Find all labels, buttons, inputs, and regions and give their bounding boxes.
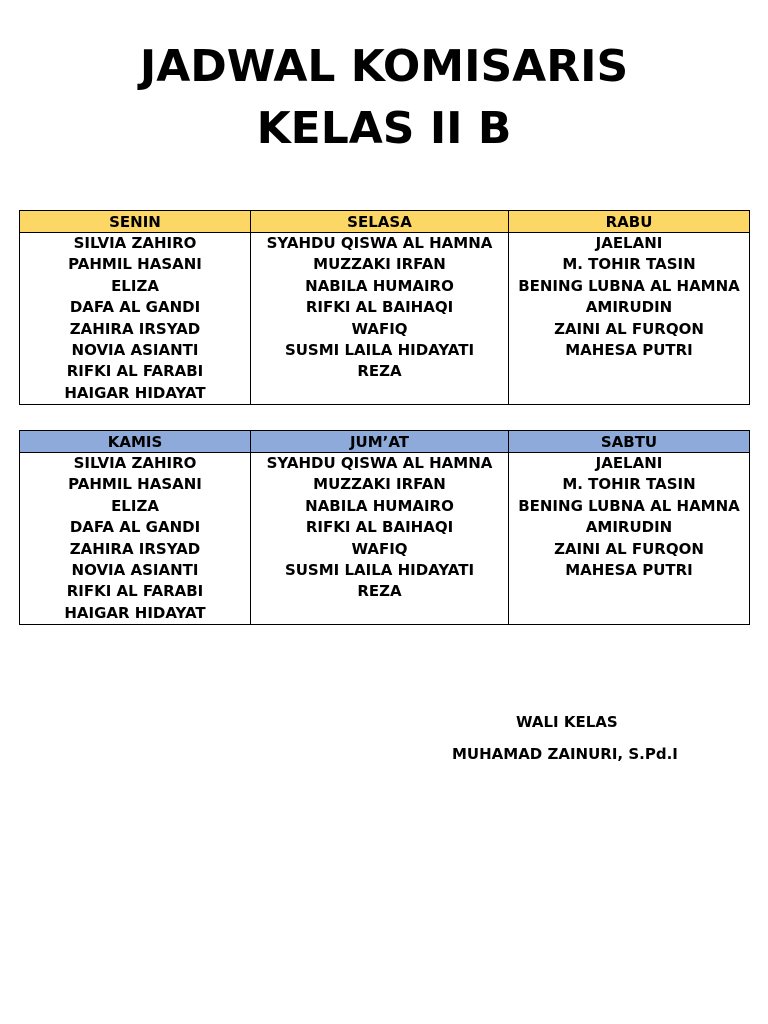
student-name: NOVIA ASIANTI <box>71 560 199 579</box>
student-name: ELIZA <box>111 496 159 515</box>
student-name: RIFKI AL FARABI <box>66 582 204 601</box>
student-name: AMIRUDIN <box>585 518 673 537</box>
student-name: M. TOHIR TASIN <box>562 255 696 274</box>
student-name: ZAHIRA IRSYAD <box>69 539 201 558</box>
student-name: PAHMIL HASANI <box>68 255 202 274</box>
table-body-row <box>20 233 750 405</box>
day-header-selasa: SELASA <box>251 211 509 233</box>
table-body-row <box>20 453 750 625</box>
student-name: HAIGAR HIDAYAT <box>64 383 206 402</box>
student-name: REZA <box>357 582 402 601</box>
day-header-sabtu: SABTU <box>509 431 750 453</box>
student-name: MUZZAKI IRFAN <box>313 255 446 274</box>
name-list-rabu <box>509 233 750 405</box>
student-name: SUSMI LAILA HIDAYATI <box>284 340 475 359</box>
student-name: MAHESA PUTRI <box>565 340 693 359</box>
student-name: WAFIQ <box>351 539 408 558</box>
name-list-senin <box>20 233 251 405</box>
student-name: SILVIA ZAHIRO <box>73 234 197 252</box>
student-name: ELIZA <box>111 276 159 295</box>
student-name: SUSMI LAILA HIDAYATI <box>284 560 475 579</box>
student-name: SYAHDU QISWA AL HAMNA <box>266 234 493 252</box>
student-name: HAIGAR HIDAYAT <box>64 603 206 622</box>
student-name: SILVIA ZAHIRO <box>73 454 197 472</box>
student-name: ZAINI AL FURQON <box>554 319 704 338</box>
document-title <box>0 36 768 160</box>
schedule-table-mon-wed <box>19 210 750 405</box>
student-name: SYAHDU QISWA AL HAMNA <box>266 454 493 472</box>
student-name: DAFA AL GANDI <box>69 298 201 317</box>
student-name: JAELANI <box>595 234 663 252</box>
student-name: MAHESA PUTRI <box>565 560 693 579</box>
student-name: NOVIA ASIANTI <box>71 340 199 359</box>
name-list-sabtu <box>509 453 750 625</box>
signature-role: WALI KELAS <box>516 713 618 731</box>
name-list-kamis <box>20 453 251 625</box>
day-header-kamis: KAMIS <box>20 431 251 453</box>
day-header-senin: SENIN <box>20 211 251 233</box>
day-header-rabu: RABU <box>509 211 750 233</box>
student-name: ZAHIRA IRSYAD <box>69 319 201 338</box>
student-name: REZA <box>357 362 402 381</box>
schedule-table-thu-sat <box>19 430 750 625</box>
student-name: JAELANI <box>595 454 663 472</box>
student-name: WAFIQ <box>351 319 408 338</box>
name-list-selasa <box>251 233 509 405</box>
student-name: ZAINI AL FURQON <box>554 539 704 558</box>
student-name: BENING LUBNA AL HAMNA <box>518 276 740 295</box>
table-header-row <box>20 211 750 233</box>
student-name: M. TOHIR TASIN <box>562 475 696 494</box>
title-line-1: JADWAL KOMISARIS <box>139 41 629 92</box>
signature-name: MUHAMAD ZAINURI, S.Pd.I <box>452 745 678 763</box>
student-name: RIFKI AL FARABI <box>66 362 204 381</box>
student-name: RIFKI AL BAIHAQI <box>305 298 454 317</box>
student-name: BENING LUBNA AL HAMNA <box>518 496 740 515</box>
student-name: RIFKI AL BAIHAQI <box>305 518 454 537</box>
table-header-row <box>20 431 750 453</box>
day-header-jumat: JUM’AT <box>251 431 509 453</box>
name-list-jumat <box>251 453 509 625</box>
student-name: NABILA HUMAIRO <box>305 496 454 515</box>
student-name: AMIRUDIN <box>585 298 673 317</box>
student-name: PAHMIL HASANI <box>68 475 202 494</box>
student-name: MUZZAKI IRFAN <box>313 475 446 494</box>
student-name: NABILA HUMAIRO <box>305 276 454 295</box>
title-line-2: KELAS II B <box>256 103 512 154</box>
student-name: DAFA AL GANDI <box>69 518 201 537</box>
